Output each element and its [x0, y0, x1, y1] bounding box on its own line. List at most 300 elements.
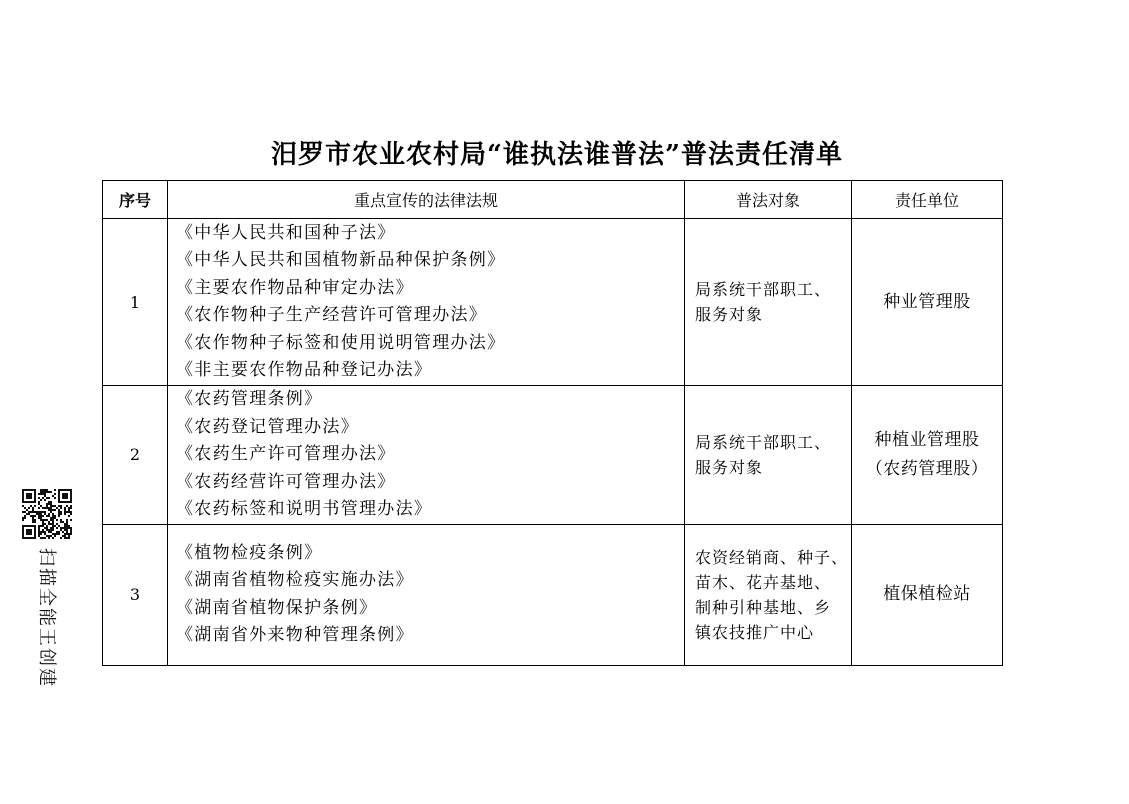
qr-module [70, 507, 72, 509]
qr-module [40, 519, 42, 521]
qr-module [58, 509, 60, 511]
qr-module [58, 501, 60, 503]
qr-module [38, 527, 40, 529]
qr-module [32, 521, 34, 523]
qr-module [60, 513, 62, 515]
unit-cell [852, 219, 1003, 386]
qr-module [50, 523, 52, 525]
qr-module [40, 517, 42, 519]
qr-module [46, 503, 48, 505]
qr-module [26, 513, 28, 515]
qr-module [58, 495, 60, 497]
qr-module [26, 501, 28, 503]
qr-module [30, 489, 32, 491]
qr-module [54, 493, 56, 495]
qr-module [38, 507, 40, 509]
qr-module [62, 527, 64, 529]
qr-module [68, 507, 70, 509]
qr-module [44, 531, 46, 533]
qr-module [48, 503, 50, 505]
qr-module [26, 533, 28, 535]
qr-module [46, 535, 48, 537]
qr-module [30, 497, 32, 499]
qr-module [66, 493, 68, 495]
audience-line: 服务对象 [695, 457, 764, 477]
qr-module [60, 529, 62, 531]
qr-module [30, 493, 32, 495]
qr-module [38, 525, 40, 527]
law-item: 《农药经营许可管理办法》 [176, 471, 396, 492]
qr-module [34, 519, 36, 521]
qr-module [24, 525, 26, 527]
qr-module [24, 489, 26, 491]
qr-module [28, 495, 30, 497]
qr-module [30, 533, 32, 535]
qr-module [36, 511, 38, 513]
qr-module [56, 519, 58, 521]
qr-module [28, 525, 30, 527]
qr-module [52, 527, 54, 529]
laws-cell [168, 219, 685, 386]
qr-module [70, 489, 72, 491]
qr-module [52, 513, 54, 515]
qr-module [28, 531, 30, 533]
qr-module [22, 499, 24, 501]
qr-module [26, 529, 28, 531]
qr-module [24, 515, 26, 517]
qr-module [54, 525, 56, 527]
qr-module [46, 529, 48, 531]
qr-module [30, 505, 32, 507]
qr-module [64, 529, 66, 531]
qr-module [34, 515, 36, 517]
qr-module [70, 529, 72, 531]
qr-module [66, 537, 68, 539]
qr-module [32, 525, 34, 527]
qr-module [42, 521, 44, 523]
page-title: 汨罗市农业农村局“谁执法谁普法”普法责任清单 [271, 140, 843, 170]
qr-module [32, 537, 34, 539]
qr-module [22, 493, 24, 495]
qr-module [44, 537, 46, 539]
qr-module [70, 497, 72, 499]
audience-line: 镇农技推广中心 [695, 622, 815, 642]
qr-module [42, 507, 44, 509]
qr-module [42, 515, 44, 517]
header-laws: 重点宣传的法律法规 [168, 181, 685, 219]
qr-module [42, 489, 44, 491]
qr-module [56, 523, 58, 525]
qr-module [44, 491, 46, 493]
qr-module [70, 533, 72, 535]
qr-module [42, 537, 44, 539]
audience-cell [685, 524, 852, 665]
qr-code [22, 489, 72, 539]
qr-module [70, 505, 72, 507]
qr-module [66, 521, 68, 523]
qr-module [42, 529, 44, 531]
qr-module [24, 537, 26, 539]
qr-module [38, 531, 40, 533]
qr-module [70, 531, 72, 533]
qr-module [28, 497, 30, 499]
qr-module [28, 537, 30, 539]
qr-module [48, 507, 50, 509]
table-row [103, 219, 1003, 386]
qr-module [48, 531, 50, 533]
qr-module [66, 523, 68, 525]
audience-cell [685, 386, 852, 525]
qr-module [66, 529, 68, 531]
qr-module [24, 517, 26, 519]
qr-module [40, 499, 42, 501]
qr-module [40, 537, 42, 539]
qr-module [66, 495, 68, 497]
qr-module [48, 535, 50, 537]
qr-module [32, 507, 34, 509]
qr-module [28, 533, 30, 535]
qr-module [54, 489, 56, 491]
qr-module [30, 511, 32, 513]
qr-module [26, 489, 28, 491]
qr-module [46, 525, 48, 527]
qr-module [50, 529, 52, 531]
qr-module [52, 517, 54, 519]
qr-module [64, 493, 66, 495]
law-item: 《中华人民共和国种子法》 [176, 222, 396, 243]
audience-line: 局系统干部职工、 [695, 432, 832, 452]
qr-module [22, 527, 24, 529]
qr-module [34, 489, 36, 491]
qr-module [38, 493, 40, 495]
qr-module [48, 491, 50, 493]
qr-module [62, 535, 64, 537]
qr-module [50, 509, 52, 511]
qr-module [64, 507, 66, 509]
qr-module [60, 519, 62, 521]
qr-module [60, 521, 62, 523]
qr-module [38, 533, 40, 535]
qr-module [58, 505, 60, 507]
qr-module [48, 537, 50, 539]
qr-module [22, 525, 24, 527]
qr-module [22, 537, 24, 539]
qr-module [50, 531, 52, 533]
qr-module [66, 519, 68, 521]
qr-module [44, 507, 46, 509]
qr-module [22, 533, 24, 535]
unit-line: 种业管理股 [883, 291, 971, 312]
qr-module [64, 501, 66, 503]
qr-module [24, 507, 26, 509]
qr-module [22, 517, 24, 519]
qr-module [34, 501, 36, 503]
law-item: 《非主要农作物品种登记办法》 [176, 360, 433, 380]
qr-module [36, 513, 38, 515]
qr-module [46, 489, 48, 491]
qr-module [52, 533, 54, 535]
header-audience: 普法对象 [685, 181, 852, 219]
qr-module [40, 531, 42, 533]
law-item: 《湖南省植物保护条例》 [176, 597, 378, 618]
qr-module [34, 537, 36, 539]
audience-line: 制种引种基地、乡 [695, 597, 832, 617]
qr-module [34, 531, 36, 533]
qr-module [26, 509, 28, 511]
qr-module [56, 507, 58, 509]
qr-module [32, 509, 34, 511]
qr-module [32, 517, 34, 519]
qr-module [62, 531, 64, 533]
qr-module [58, 525, 60, 527]
table-row [103, 386, 1003, 525]
law-item: 《农药登记管理办法》 [176, 416, 359, 437]
law-item: 《湖南省外来物种管理条例》 [176, 625, 414, 645]
law-item: 《中华人民共和国植物新品种保护条例》 [176, 250, 506, 270]
law-item: 《植物检疫条例》 [176, 542, 323, 563]
qr-module [44, 493, 46, 495]
qr-module [46, 507, 48, 509]
qr-module [46, 515, 48, 517]
qr-module [66, 531, 68, 533]
qr-module [50, 519, 52, 521]
qr-module [64, 511, 66, 513]
qr-module [34, 529, 36, 531]
qr-module [40, 491, 42, 493]
qr-module [52, 521, 54, 523]
audience-line: 苗木、花卉基地、 [695, 572, 832, 592]
qr-module [22, 497, 24, 499]
qr-module [48, 513, 50, 515]
qr-module [48, 521, 50, 523]
qr-module [28, 529, 30, 531]
audience-line: 服务对象 [695, 305, 764, 324]
qr-module [22, 489, 24, 491]
qr-module [38, 517, 40, 519]
qr-module [68, 509, 70, 511]
laws-cell [168, 386, 685, 525]
qr-module [26, 493, 28, 495]
qr-module [48, 509, 50, 511]
qr-module [62, 495, 64, 497]
qr-module [46, 497, 48, 499]
qr-module [58, 531, 60, 533]
qr-module [64, 497, 66, 499]
qr-module [34, 525, 36, 527]
qr-module [64, 509, 66, 511]
qr-module [60, 507, 62, 509]
qr-module [40, 505, 42, 507]
qr-module [44, 511, 46, 513]
qr-module [52, 505, 54, 507]
qr-module [52, 529, 54, 531]
qr-module [44, 519, 46, 521]
qr-module [44, 489, 46, 491]
qr-module [52, 537, 54, 539]
qr-module [42, 511, 44, 513]
qr-module [44, 499, 46, 501]
law-item: 《农药管理条例》 [176, 389, 323, 409]
qr-module [66, 511, 68, 513]
qr-module [22, 519, 24, 521]
qr-module [64, 489, 66, 491]
qr-module [60, 489, 62, 491]
qr-module [66, 505, 68, 507]
qr-module [40, 489, 42, 491]
qr-module [52, 523, 54, 525]
table-header-row [103, 181, 1003, 219]
qr-module [46, 527, 48, 529]
header-unit: 责任单位 [852, 181, 1003, 219]
unit-line: （农药管理股） [865, 458, 989, 479]
qr-module [56, 527, 58, 529]
responsibility-table [102, 180, 1003, 666]
qr-module [30, 537, 32, 539]
qr-module [66, 527, 68, 529]
qr-module [40, 525, 42, 527]
qr-module [22, 511, 24, 513]
row-number: 3 [103, 524, 168, 665]
qr-module [34, 521, 36, 523]
law-item: 《农作物种子标签和使用说明管理办法》 [176, 332, 506, 353]
qr-module [42, 491, 44, 493]
qr-module [54, 517, 56, 519]
qr-module [58, 513, 60, 515]
qr-module [40, 513, 42, 515]
qr-module [46, 505, 48, 507]
qr-module [44, 495, 46, 497]
watermark-text: 扫描全能王创建 [36, 548, 57, 688]
qr-module [30, 529, 32, 531]
qr-module [54, 515, 56, 517]
qr-module [28, 493, 30, 495]
qr-module [46, 519, 48, 521]
qr-module [64, 495, 66, 497]
qr-module [34, 495, 36, 497]
qr-module [64, 527, 66, 529]
qr-module [50, 527, 52, 529]
qr-module [38, 513, 40, 515]
qr-module [34, 497, 36, 499]
qr-module [54, 533, 56, 535]
qr-module [38, 535, 40, 537]
law-item: 《农药生产许可管理办法》 [176, 444, 396, 464]
qr-module [38, 529, 40, 531]
qr-module [70, 499, 72, 501]
qr-module [30, 501, 32, 503]
qr-module [68, 537, 70, 539]
audience-cell [685, 219, 852, 386]
qr-module [30, 525, 32, 527]
qr-module [58, 511, 60, 513]
qr-module [30, 515, 32, 517]
qr-module [26, 531, 28, 533]
qr-module [50, 517, 52, 519]
unit-line: 植保植检站 [883, 584, 971, 604]
qr-module [22, 535, 24, 537]
qr-module [60, 511, 62, 513]
qr-module [24, 511, 26, 513]
qr-module [32, 489, 34, 491]
qr-module [48, 529, 50, 531]
qr-module [66, 501, 68, 503]
qr-module [54, 505, 56, 507]
qr-module [34, 499, 36, 501]
qr-module [68, 489, 70, 491]
qr-module [66, 497, 68, 499]
qr-module [54, 509, 56, 511]
qr-module [28, 513, 30, 515]
qr-module [64, 533, 66, 535]
qr-module [42, 531, 44, 533]
qr-module [34, 533, 36, 535]
unit-cell [852, 386, 1003, 525]
qr-module [64, 523, 66, 525]
qr-module [48, 497, 50, 499]
qr-module [64, 513, 66, 515]
audience-line: 农资经销商、种子、 [695, 547, 849, 567]
qr-module [60, 501, 62, 503]
qr-module [28, 511, 30, 513]
qr-module [46, 491, 48, 493]
qr-module [52, 509, 54, 511]
qr-module [28, 507, 30, 509]
qr-module [22, 531, 24, 533]
qr-module [70, 511, 72, 513]
qr-module [68, 511, 70, 513]
qr-module [22, 491, 24, 493]
qr-module [26, 525, 28, 527]
qr-module [66, 525, 68, 527]
qr-module [34, 505, 36, 507]
qr-module [70, 513, 72, 515]
qr-module [54, 535, 56, 537]
qr-module [68, 525, 70, 527]
qr-module [64, 537, 66, 539]
qr-module [48, 501, 50, 503]
qr-module [58, 533, 60, 535]
qr-module [58, 497, 60, 499]
qr-module [50, 501, 52, 503]
qr-module [30, 531, 32, 533]
qr-module [48, 523, 50, 525]
qr-module [32, 519, 34, 521]
qr-module [58, 491, 60, 493]
qr-module [56, 533, 58, 535]
table-row [103, 524, 1003, 665]
qr-module [44, 513, 46, 515]
qr-module [32, 511, 34, 513]
qr-module [42, 497, 44, 499]
qr-module [58, 493, 60, 495]
law-item: 《主要农作物品种审定办法》 [176, 277, 414, 298]
law-item: 《农药标签和说明书管理办法》 [176, 499, 433, 519]
qr-module [44, 533, 46, 535]
qr-module [68, 501, 70, 503]
qr-module [42, 519, 44, 521]
unit-line: 种植业管理股 [874, 429, 980, 450]
qr-module [70, 527, 72, 529]
qr-module [22, 495, 24, 497]
qr-module [60, 537, 62, 539]
qr-module [44, 523, 46, 525]
qr-module [30, 495, 32, 497]
qr-module [26, 495, 28, 497]
qr-module [70, 493, 72, 495]
law-item: 《农作物种子生产经营许可管理办法》 [176, 305, 488, 325]
qr-module [26, 537, 28, 539]
qr-module [70, 495, 72, 497]
